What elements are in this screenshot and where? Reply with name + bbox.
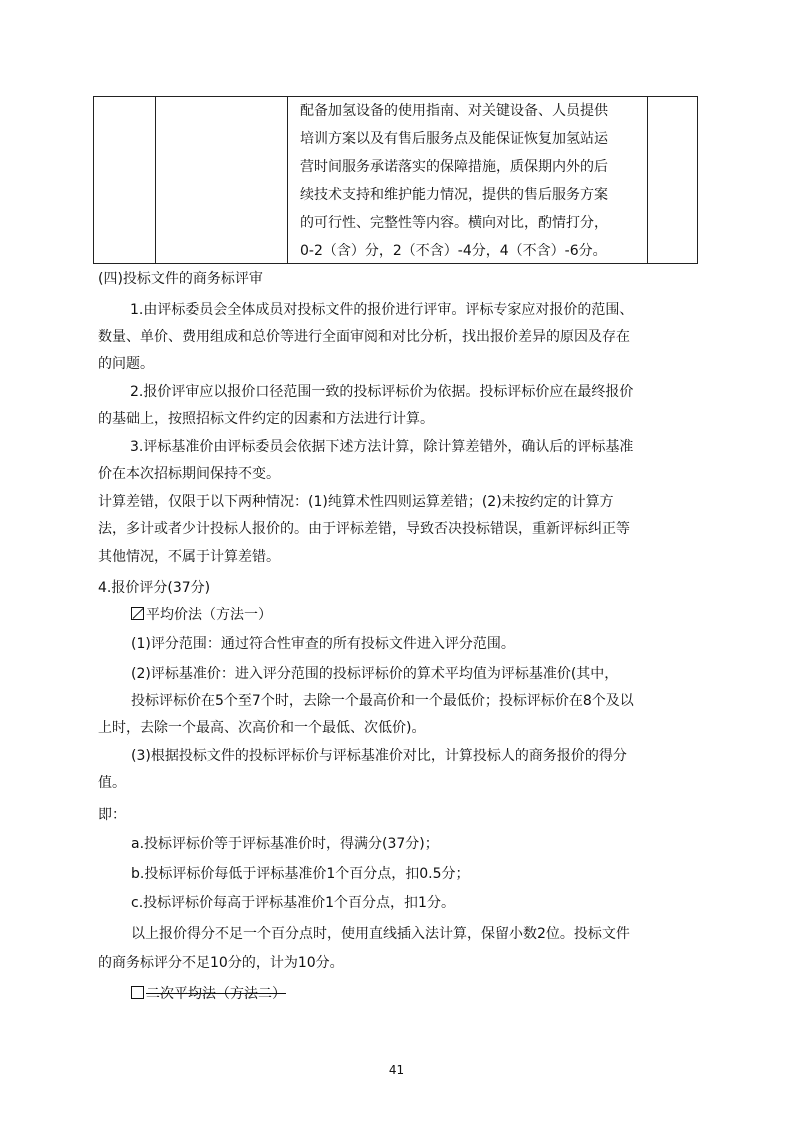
page-number: 41 [388, 1063, 405, 1077]
paragraph-line: (1)评分范围：通过符合性审查的所有投标文件进入评分范围。 [131, 636, 515, 652]
paragraph-line: 3.评标基准价由评标委员会依据下述方法计算，除计算差错外，确认后的评标基准 [130, 439, 634, 455]
paragraph-line: 价在本次招标期间保持不变。 [98, 466, 280, 482]
paragraph-line: 的商务标评分不足10分的，计为10分。 [98, 955, 344, 971]
paragraph-line: a.投标评标价等于评标基准价时，得满分(37分)； [131, 836, 439, 852]
table-cell-line: 培训方案以及有售后服务点及能保证恢复加氢站运 [300, 131, 608, 147]
paragraph-line: 其他情况，不属于计算差错。 [98, 549, 280, 565]
paragraph-line: 4.报价评分(37分) [98, 580, 211, 596]
paragraph-line: 的问题。 [98, 356, 154, 372]
paragraph-line: 2.报价评审应以报价口径范围一致的投标评标价为依据。投标评标价应在最终报价 [130, 384, 634, 400]
table-column-divider [287, 97, 288, 263]
paragraph-line: 上时，去除一个最高、次高价和一个最低、次低价)。 [98, 720, 426, 736]
paragraph-line: 法，多计或者少计投标人报价的。由于评标差错，导致否决投标错误，重新评标纠正等 [98, 521, 630, 537]
method-one-option [131, 605, 272, 625]
table-cell-line: 续技术支持和维护能力情况，提供的售后服务方案 [300, 187, 608, 203]
checked-checkbox-icon [131, 607, 144, 620]
table-cell-line: 0-2（含）分，2（不含）-4分，4（不含）-6分。 [300, 243, 607, 259]
paragraph-line: 的基础上，按照招标文件约定的因素和方法进行计算。 [98, 411, 434, 427]
method-two-option [131, 984, 286, 1004]
paragraph-line: (3)根据投标文件的投标评标价与评标基准价对比，计算投标人的商务报价的得分 [131, 748, 627, 764]
table-cell-description [300, 97, 648, 265]
unchecked-checkbox-icon [131, 986, 144, 999]
paragraph-line: c.投标评标价每高于评标基准价1个百分点，扣1分。 [131, 895, 455, 911]
paragraph-line: 投标评标价在5个至7个时，去除一个最高价和一个最低价；投标评标价在8个及以 [131, 693, 634, 709]
table-cell-line: 营时间服务承诺落实的保障措施，质保期内外的后 [300, 159, 608, 175]
table-cell-line: 的可行性、完整性等内容。横向对比，酌情打分， [300, 215, 608, 231]
paragraph-line: b.投标评标价每低于评标基准价1个百分点，扣0.5分； [131, 866, 470, 882]
section-heading: (四)投标文件的商务标评审 [98, 271, 263, 287]
paragraph-line: 计算差错，仅限于以下两种情况：(1)纯算术性四则运算差错；(2)未按约定的计算方 [98, 494, 614, 510]
paragraph-line: 值。 [98, 775, 126, 791]
method-one-label: 平均价法（方法一） [146, 607, 272, 623]
paragraph-line: 1.由评标委员会全体成员对投标文件的报价进行评审。评标专家应对报价的范围、 [130, 302, 634, 318]
criteria-table [93, 96, 698, 264]
paragraph-line: 即： [98, 807, 126, 823]
paragraph-line: 数量、单价、费用组成和总价等进行全面审阅和对比分析，找出报价差异的原因及存在 [98, 329, 630, 345]
table-column-divider [155, 97, 156, 263]
method-two-label: 二次平均法（方法二） [146, 986, 286, 1002]
paragraph-line: (2)评标基准价：进入评分范围的投标评标价的算术平均值为评标基准价(其中， [131, 666, 619, 682]
table-cell-line: 配备加氢设备的使用指南、对关键设备、人员提供 [300, 103, 608, 119]
paragraph-line: 以上报价得分不足一个百分点时，使用直线插入法计算，保留小数2位。投标文件 [131, 926, 630, 942]
